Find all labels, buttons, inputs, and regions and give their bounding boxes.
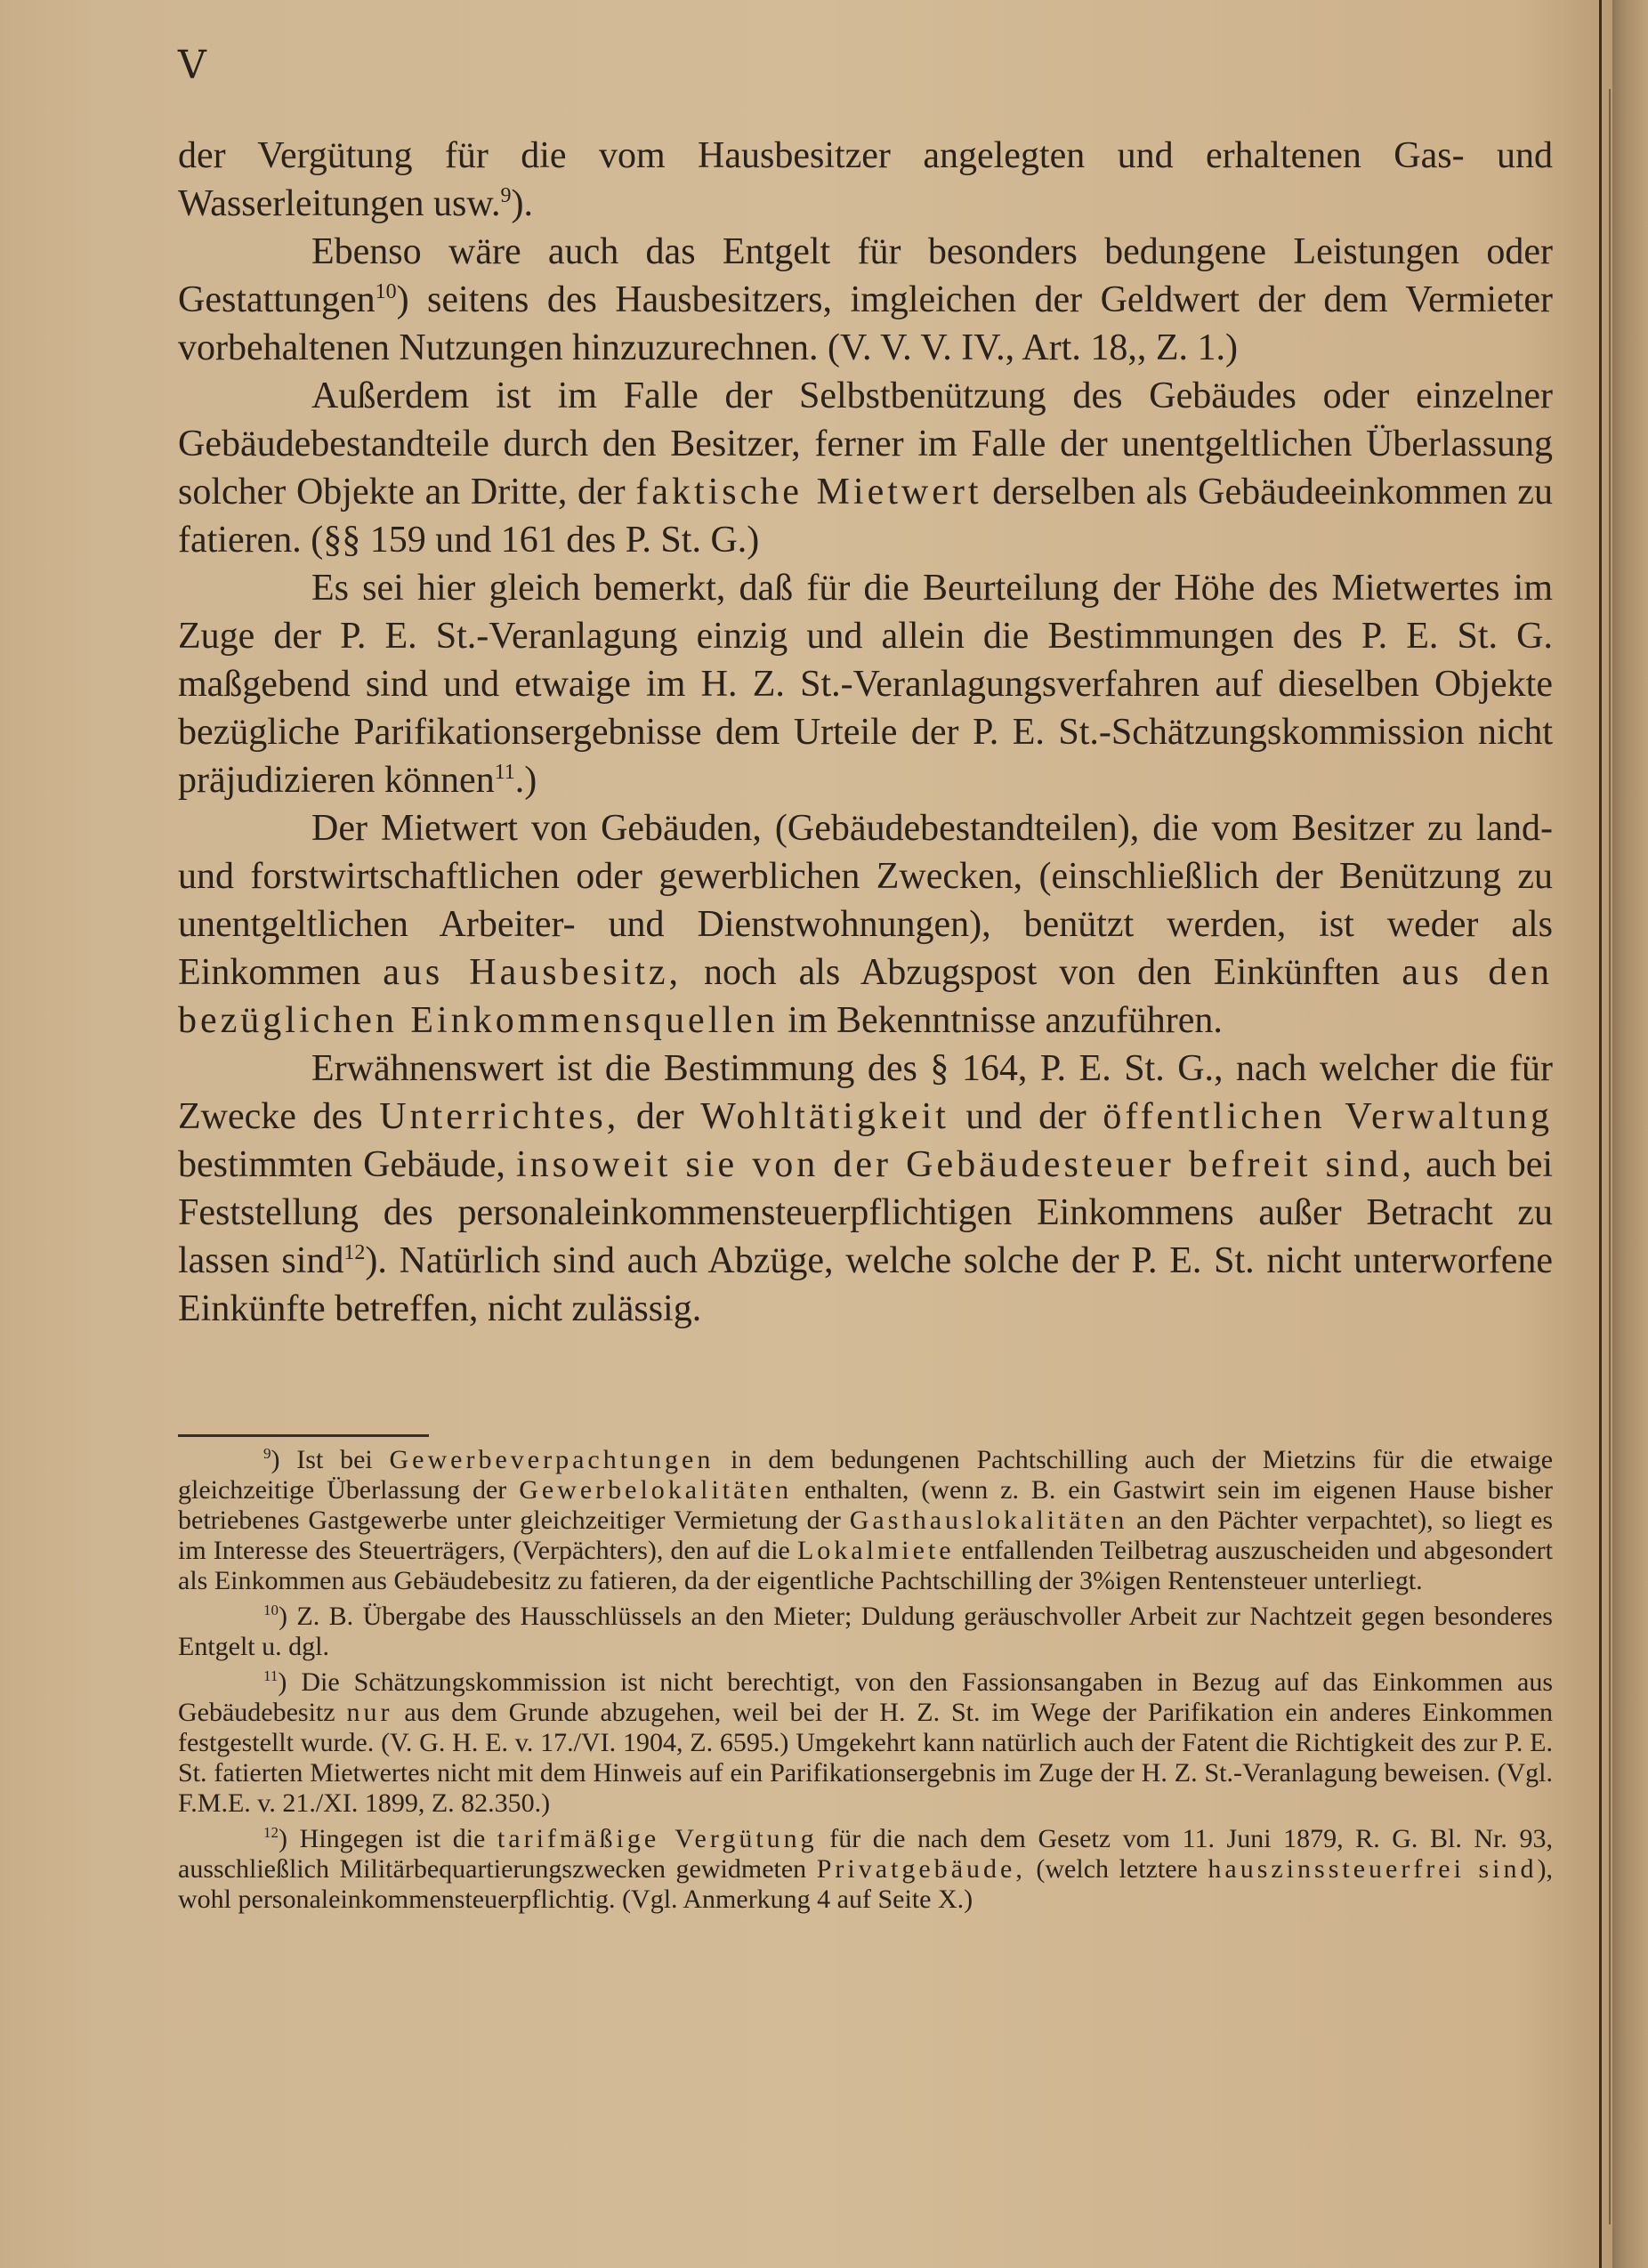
footnote-11: $^{11}$) Die Schätzungskommission ist nicht berechtigt, von den Fassionsangaben in Bezug auf das Einkommen aus Gebäudebesitz nur aus dem Grunde abzugehen, weil bei der H. Z. St. im Wege der Parifikation ein anderes Einkommen festgestellt wurde. (V. G. H. E. v. 17./VI. 1904, Z. 6595.) Umgekehrt kann natürlich auch der Fatent die Richtigkeit des zur P. E. St. fatierten Mietwertes nicht mit dem Hinweis auf ein Parifikationsergebnis im Zuge der H. Z. St.-Veranlagung beweisen. (Vgl. F.M.E. v. 21./XI. 1899, Z. 82.350.) bbox=[178, 1667, 1554, 1818]
emphasis-mietwert: faktische Mietwert bbox=[635, 472, 982, 513]
footnote-ref-12[interactable]: 12 bbox=[343, 1241, 366, 1264]
footnote-ref-9[interactable]: 9 bbox=[500, 184, 512, 207]
page-edge-line bbox=[1599, 0, 1602, 2268]
emphasis-hausbesitz: aus Hausbesitz, bbox=[383, 952, 683, 993]
footnote-9: $^9$) Ist bei Gewerbeverpachtungen in dem bedungenen Pachtschilling auch der Mietzins für die etwaige gleichzeitige Überlassung der Gewerbelokalitäten enthalten, (wenn z. B. ein Gastwirt sein im eigenen Hause bisher betriebenes Gastgewerbe unter gleichzeitiger Vermietung der Gasthauslokalitäten an den Pächter verpachtet), so liegt es im Interesse des Steuerträgers, (Verpächters), den auf die Lokalmiete entfallenden Teilbetrag auszuscheiden und abgesondert als Einkommen aus Gebäudebesitz zu fatieren, da der eigentliche Pachtschilling der 3%igen Rentensteuer unterliegt. bbox=[178, 1445, 1554, 1595]
paragraph-5: Der Mietwert von Gebäuden, (Gebäudebestandteilen), die vom Besitzer zu land- und forstwirtschaftlichen oder gewerblichen Zwecken, (einschließlich der Benützung zu unentgeltlichen Arbeiter- und Dienstwohnungen), benützt werden, ist weder als Einkommen aus Hausbesitz, noch als Abzugspost von den Einkünften aus den bezüglichen Einkommensquellen im Bekenntnisse anzuführen. bbox=[178, 808, 1553, 1041]
paragraph-1: der Vergütung für die vom Hausbesitzer angelegten und erhaltenen Gas- und Wasserleitungen usw.$^9$). bbox=[178, 135, 1553, 224]
footnote-ref-11[interactable]: 11 bbox=[494, 761, 515, 784]
book-edge bbox=[1612, 0, 1648, 2268]
paragraph-6: Erwähnenswert ist die Bestimmung des § 164, P. E. St. G., nach welcher die für Zwecke des Unterrichtes, der Wohltätigkeit und der öffentlichen Verwaltung bestimmten Gebäude, insoweit sie von der Gebäudesteuer befreit sind, auch bei Feststellung des personaleinkommensteuerpflichtigen Einkommens außer Betracht zu lassen sind$^{12}$). Natürlich sind auch Abzüge, welche solche der P. E. St. nicht unterworfene Einkünfte betreffen, nicht zulässig. bbox=[178, 1048, 1553, 1329]
footnotes bbox=[178, 1445, 1553, 1920]
page-number: V bbox=[178, 43, 207, 88]
emphasis-einkommensquellen: aus den bezüglichen Einkommensquellen bbox=[178, 952, 1553, 1041]
paragraph-4: Es sei hier gleich bemerkt, daß für die Beurteilung der Höhe des Mietwertes im Zuge der P. E. St.-Veranlagung einzig und allein die Bestimmungen des P. E. St. G. maßgebend sind und etwaige im H. Z. St.-Veranlagungsverfahren auf dieselben Objekte bezügliche Parifikationsergebnisse dem Urteile der P. E. St.-Schätzungskommission nicht präjudizieren können$^{11}$.) bbox=[178, 568, 1553, 801]
emphasis-wohltaetigkeit: Wohltätigkeit bbox=[700, 1096, 949, 1137]
paragraph-2: Ebenso wäre auch das Entgelt für besonders bedungene Leistungen oder Gestattungen$^{10}$) seitens des Hausbesitzers, imgleichen der Geldwert der dem Vermieter vorbehaltenen Nutzungen hinzuzurechnen. (V. V. V. IV., Art. 18,, Z. 1.) bbox=[178, 231, 1553, 368]
emphasis-unterrichtes: Unterrichtes, bbox=[379, 1096, 620, 1137]
paragraph-3: Außerdem ist im Falle der Selbstbenützung des Gebäudes oder einzelner Gebäudebestandteile durch den Besitzer, ferner im Falle der unentgeltlichen Überlassung solcher Objekte an Dritte, der faktische Mietwert derselben als Gebäudeeinkommen zu fatieren. (§§ 159 und 161 des P. St. G.) bbox=[178, 375, 1553, 561]
footnote-ref-10[interactable]: 10 bbox=[375, 280, 397, 303]
footnote-10: $^{10}$) Z. B. Übergabe des Hausschlüssels an den Mieter; Duldung geräuschvoller Arbeit zur Nachtzeit gegen besonderes Entgelt u. dgl. bbox=[178, 1602, 1553, 1661]
footnote-divider bbox=[178, 1434, 429, 1437]
page-edge-line-secondary bbox=[1609, 89, 1611, 2224]
emphasis-befreit: insoweit sie von der Gebäudesteuer befreit sind, bbox=[516, 1144, 1416, 1185]
footnote-12: $^{12}$) Hingegen ist die tarifmäßige Vergütung für die nach dem Gesetz vom 11. Juni 1879, R. G. Bl. Nr. 93, ausschließlich Militärbequartierungszwecken gewidmeten Privatgebäude, (welch letztere hauszinssteuerfrei sind), wohl personaleinkommensteuerpflichtig. (Vgl. Anmerkung 4 auf Seite X.) bbox=[178, 1824, 1554, 1914]
main-text bbox=[178, 132, 1553, 1333]
emphasis-verwaltung: öffentlichen Verwaltung bbox=[1103, 1096, 1553, 1137]
